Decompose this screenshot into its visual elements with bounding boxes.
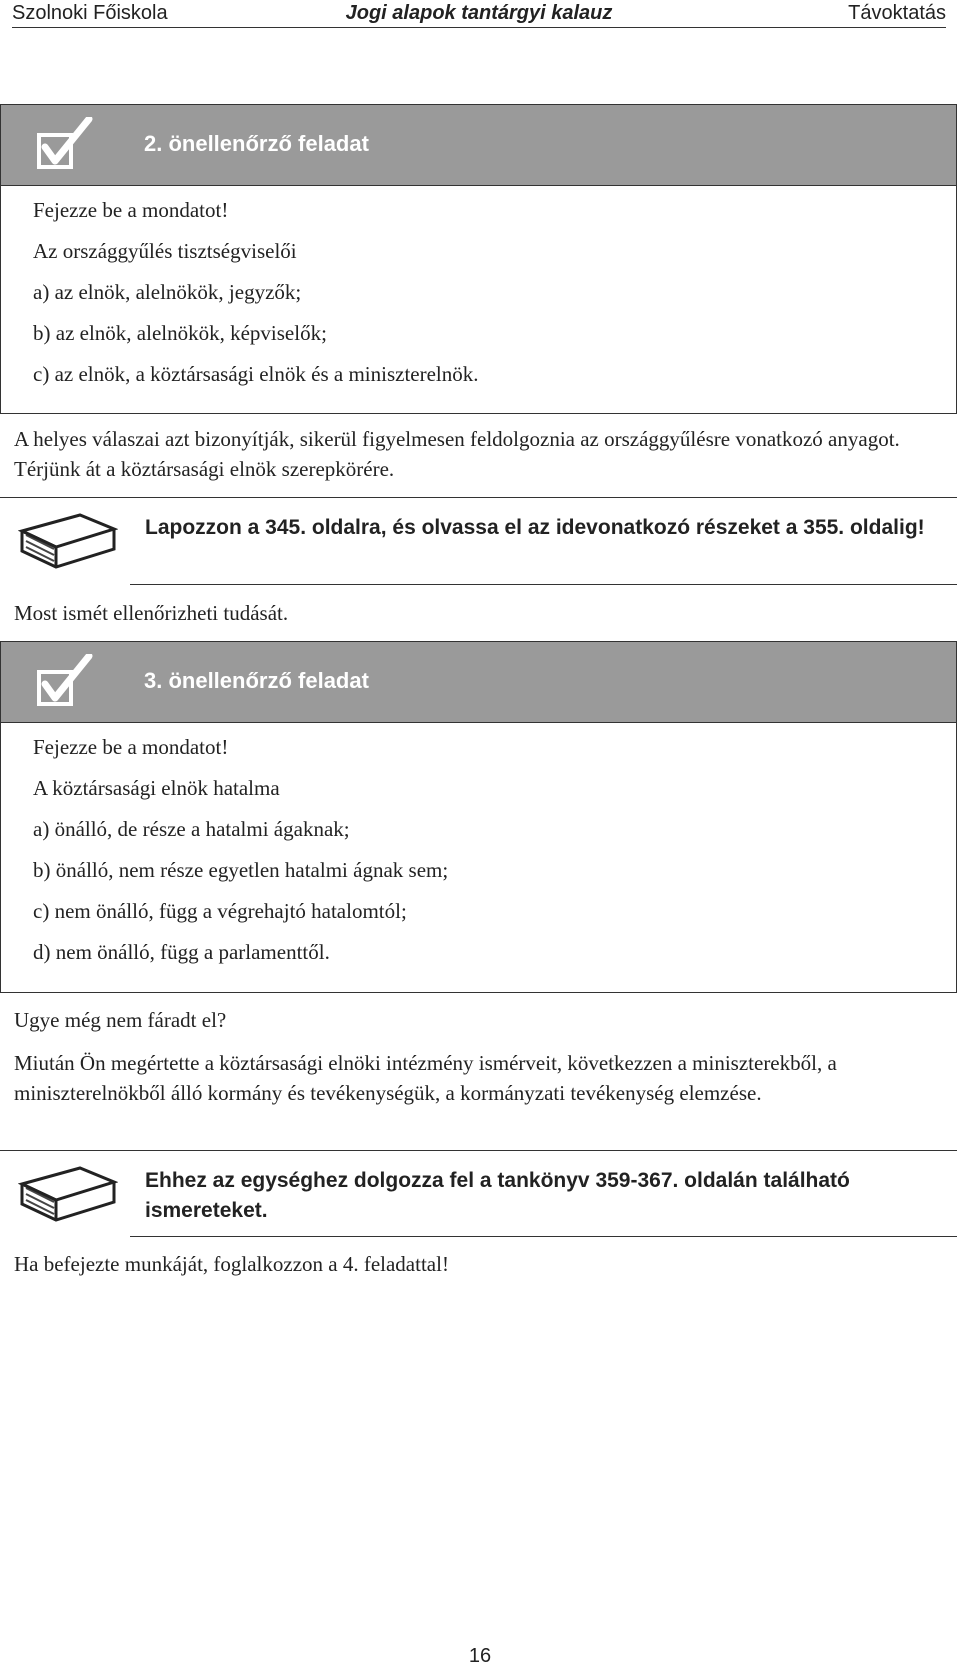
paragraph: Most ismét ellenőrizheti tudását. [14, 601, 289, 625]
paragraph: Miután Ön megértette a köztársasági elnöki intézmény ismérveit, következzen a miniszterekből, a miniszterelnökből álló kormány és tevékenységük, a kormányzati tevékenység elemzése. [14, 1051, 837, 1105]
task-title: 2. önellenőrző feladat [144, 131, 369, 156]
task-box-2 [0, 104, 957, 414]
divider [130, 1236, 957, 1237]
task-title: 3. önellenőrző feladat [144, 668, 369, 693]
checkmark-icon [35, 654, 95, 710]
paragraph: Ugye még nem fáradt el? [14, 1008, 227, 1032]
divider [130, 584, 957, 585]
task-line: d) nem önálló, függ a parlamenttől. [33, 940, 330, 964]
divider [0, 497, 957, 498]
page-header [12, 0, 946, 28]
task-line: Az országgyűlés tisztségviselői [33, 239, 297, 263]
task-line: Fejezze be a mondatot! [33, 735, 229, 759]
paragraph: Ha befejezte munkáját, foglalkozzon a 4. feladattal! [14, 1252, 449, 1276]
task-line: A köztársasági elnök hatalma [33, 776, 280, 800]
task-header [1, 642, 956, 723]
header-program: Távoktatás [848, 2, 946, 24]
reading-instruction: Ehhez az egységhez dolgozza fel a tankönyv 359-367. oldalán található ismereteket. [145, 1169, 850, 1222]
task-line: a) önálló, de része a hatalmi ágaknak; [33, 817, 350, 841]
task-line: b) az elnök, alelnökök, képviselők; [33, 321, 327, 345]
header-title: Jogi alapok tantárgyi kalauz [345, 2, 613, 24]
task-line: b) önálló, nem része egyetlen hatalmi ágnak sem; [33, 858, 449, 882]
book-icon [18, 1160, 118, 1222]
task-line: c) nem önálló, függ a végrehajtó hatalomtól; [33, 899, 407, 923]
page-number: 16 [468, 1645, 492, 1667]
task-body [1, 723, 956, 979]
header-institution: Szolnoki Főiskola [12, 2, 168, 24]
task-line: a) az elnök, alelnökök, jegyzők; [33, 280, 302, 304]
checkmark-icon [35, 117, 95, 173]
task-header [1, 105, 956, 186]
paragraph: A helyes válaszai azt bizonyítják, sikerül figyelmesen feldolgoznia az országgyűlésre vonatkozó anyagot. Térjünk át a köztársasági elnök szerepkörére. [14, 427, 900, 481]
divider [0, 1150, 957, 1151]
reading-instruction: Lapozzon a 345. oldalra, és olvassa el az idevonatkozó részeket a 355. oldalig! [145, 516, 925, 539]
book-icon [18, 507, 118, 569]
task-line: Fejezze be a mondatot! [33, 198, 229, 222]
task-body [1, 186, 956, 401]
task-line: c) az elnök, a köztársasági elnök és a miniszterelnök. [33, 362, 479, 386]
task-box-3 [0, 641, 957, 993]
